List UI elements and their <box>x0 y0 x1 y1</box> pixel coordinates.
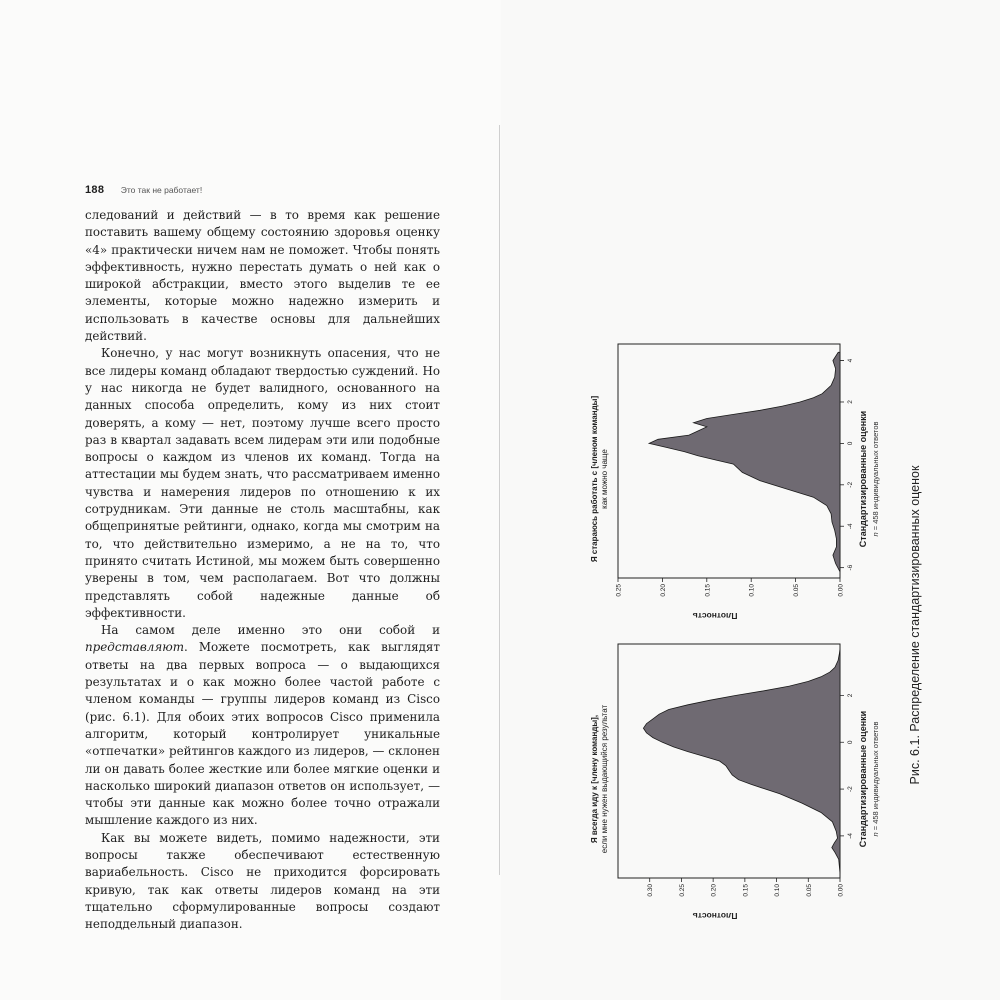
paragraph-1: следований и действий — в то время как решение поставить вашему общему состоянию здоровья оценку «4» практически ничем нам не поможет. Чтобы понять эффективность, нужно перестать думать о ней как о широкой абстракции, вместо этого выделив те ее элементы, которые можно надежно измерить и использовать в качестве основы для дальнейших действий. <box>85 208 440 344</box>
density-chart-work-often <box>590 338 890 620</box>
y-tick-label: 0.05 <box>805 884 813 897</box>
density-area <box>649 352 840 572</box>
x-tick-label: 0 <box>847 441 854 446</box>
x-tick-label: 4 <box>847 358 854 363</box>
density-plot <box>590 338 890 620</box>
x-tick-label: -4 <box>847 832 854 839</box>
running-head <box>85 180 202 198</box>
chart-title-line-2: как можно чаще <box>600 449 609 509</box>
chart-title-line-2: если мне нужен выдающийся результат <box>600 704 609 854</box>
body-text <box>85 207 440 933</box>
paragraph-3-end: . Можете посмотреть, как выглядят ответы на два первых вопроса — о выдающихся результатах и о как можно более частой работе с членом команды — группы лидеров команд из Cisco (рис. 6.1). Для обоих этих вопросов Cisco применила алгоритм, который контролирует уникальные «отпечатки» рейтингов каждого из лидеров, — склонен ли он давать более жесткие или более мягкие оценки и насколько широкий диапазон ответов он использует, — чтобы эти данные как можно более точно отражали мышление каждого из них. <box>85 640 440 828</box>
density-chart-outstanding-results <box>590 638 890 920</box>
sample-size-text: = 458 индивидуальных ответов <box>871 721 880 833</box>
y-tick-label: 0.20 <box>659 584 667 597</box>
y-tick-label: 0.15 <box>704 584 712 597</box>
x-tick-label: -2 <box>847 786 854 792</box>
y-tick-label: 0.10 <box>748 584 756 597</box>
x-axis-label: Стандартизированные оценки <box>858 410 868 548</box>
x-tick-label: 0 <box>847 740 854 745</box>
x-tick-label: -6 <box>847 564 854 571</box>
y-tick-label: 0.00 <box>837 884 845 897</box>
n-symbol: n <box>871 532 880 537</box>
y-tick-label: 0.25 <box>615 584 623 597</box>
x-axis-label: Стандартизированные оценки <box>858 710 868 848</box>
y-tick-label: 0.25 <box>678 884 686 897</box>
paragraph-2: Конечно, у нас могут возникнуть опасения, что не все лидеры команд обладают твердостью суждений. Но у нас никогда не будет валидного, основанного на данных способа определить, кому из них стоит доверять, а кому — нет, поэтому лучше всего просто раз в квартал задавать всем лидерам эти или подобные вопросы о каждом из членов их команд. Тогда на аттестации мы будем знать, что рассматриваем именно чувства и намерения лидеров по отношению к их сотрудникам. Эти данные не столь масштабны, как общепринятые рейтинги, однако, когда мы смотрим на то, что действительно измеримо, а не на то, что принято считать Истиной, мы можем быть совершенно уверены в том, чем располагаем. Вот что должны представлять собой надежные данные об эффективности. <box>85 346 440 620</box>
y-tick-label: 0.00 <box>837 584 845 597</box>
chart-title-line-1: Я стараюсь работать с [членом команды] <box>590 395 599 563</box>
x-tick-label: -4 <box>847 523 854 530</box>
paragraph-4: Как вы можете видеть, помимо надежности, эти вопросы также обеспечивают естественную вариабельность. Cisco не приходится форсировать кривую, так как ответы лидеров команд на эти тщательно сформулированные вопросы создают неподдельный диапазон. <box>85 830 440 932</box>
y-tick-label: 0.10 <box>774 884 782 897</box>
figure-6-1 <box>590 358 1000 921</box>
sample-size-text: = 458 индивидуальных ответов <box>871 421 880 533</box>
density-area <box>643 649 840 874</box>
sample-size-note <box>871 338 880 620</box>
page-number: 188 <box>85 184 105 196</box>
paragraph-3-start: На самом деле именно это они собой и <box>101 623 440 638</box>
y-tick-label: 0.05 <box>793 584 801 597</box>
density-plot <box>590 638 890 920</box>
figure-caption: Рис. 6.1. Распределение стандартизированных оценок <box>908 465 922 785</box>
chart-title-line-1: Я всегда иду к [члену команды], <box>590 714 599 844</box>
x-tick-label: -2 <box>847 481 854 488</box>
sample-size-note <box>871 638 880 920</box>
book-gutter <box>499 125 500 875</box>
y-axis-label: Плотность <box>692 911 738 921</box>
x-tick-label: 2 <box>847 400 854 404</box>
y-tick-label: 0.20 <box>710 884 718 897</box>
y-tick-label: 0.30 <box>647 884 655 897</box>
y-tick-label: 0.15 <box>742 884 750 897</box>
x-tick-label: 2 <box>847 693 854 698</box>
y-axis-label: Плотность <box>692 611 738 621</box>
paragraph-3-emphasis: представляют <box>85 640 184 655</box>
book-title: Это так не работает! <box>120 185 203 195</box>
paragraph-3 <box>85 622 440 830</box>
n-symbol: n <box>871 832 880 837</box>
